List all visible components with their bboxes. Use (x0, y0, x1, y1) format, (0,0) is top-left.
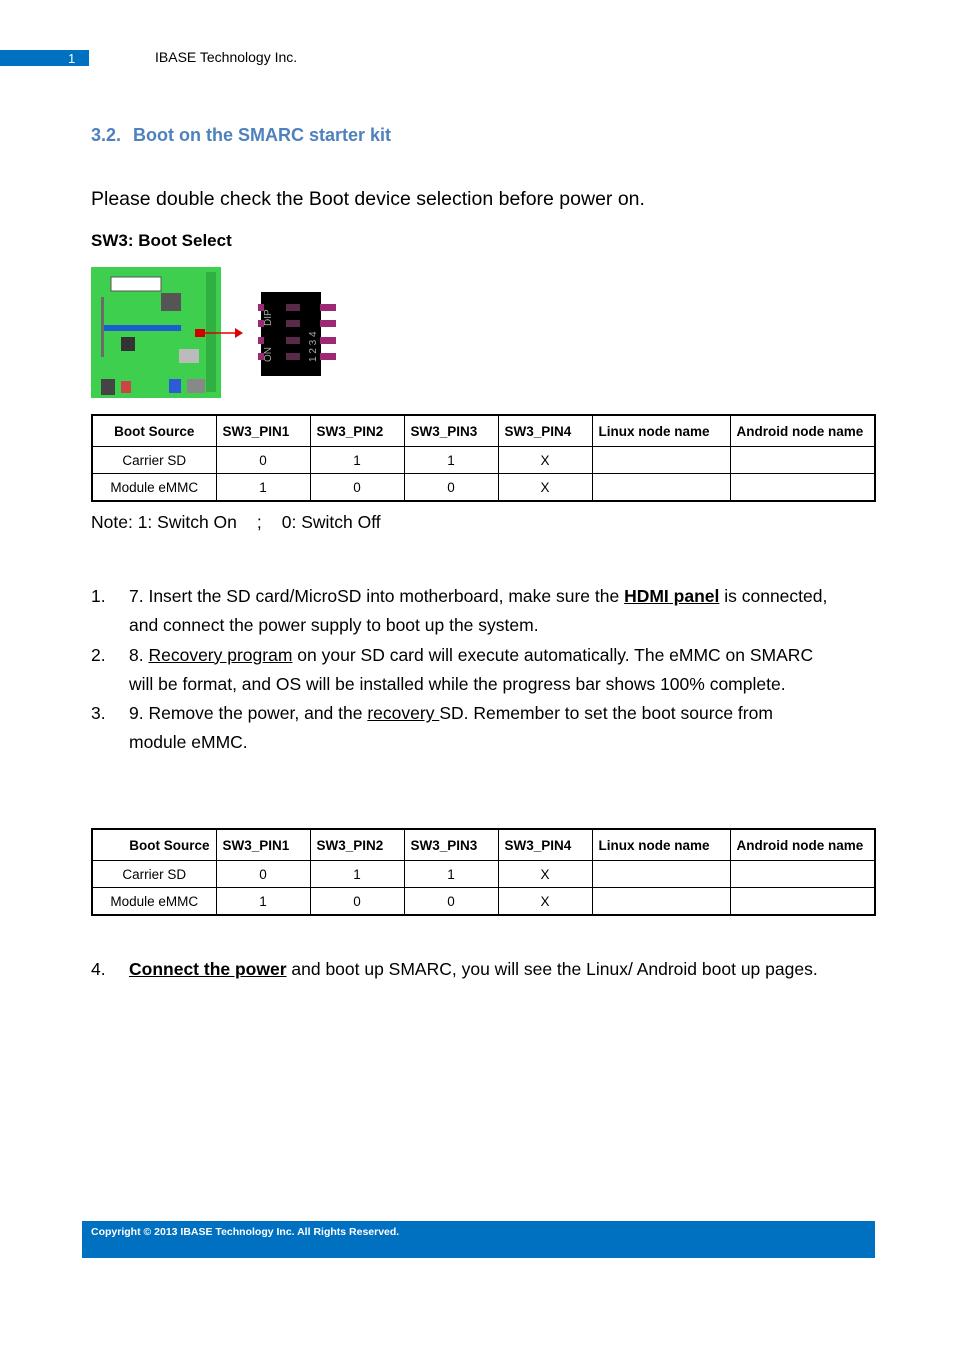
table-cell: X (498, 888, 592, 916)
list-item (91, 582, 829, 641)
page-number: 1 (68, 51, 76, 66)
note-separator: ; (256, 512, 262, 532)
page-number-bar (0, 50, 89, 66)
switch-note (91, 512, 381, 533)
steps-list (91, 582, 829, 758)
dip-top-label: DIP (263, 309, 274, 326)
table-cell: 0 (310, 474, 404, 502)
step-text: 7. Insert the SD card/MicroSD into motherboard, make sure the (129, 586, 625, 606)
table-cell: X (498, 447, 592, 474)
table-cell (730, 888, 875, 916)
step-4-list (91, 955, 829, 984)
table-cell: 0 (404, 474, 498, 502)
table-cell: 1 (404, 447, 498, 474)
step-text: and boot up SMARC, you will see the Linux/ Android boot up pages. (286, 959, 818, 979)
table-cell: 1 (310, 861, 404, 888)
table-row (92, 861, 875, 888)
step-text: is connected, and connect the power supply to boot up the system. (129, 586, 828, 636)
table-cell: X (498, 474, 592, 502)
table-cell (592, 447, 730, 474)
connect-power-link[interactable]: Connect the power (129, 959, 287, 979)
step-number: 1. (91, 586, 106, 606)
table-cell (592, 888, 730, 916)
list-item (91, 955, 829, 984)
table-cell (730, 474, 875, 502)
table-header-row (92, 415, 875, 447)
table-cell: 1 (216, 888, 310, 916)
note-off: 0: Switch Off (281, 512, 381, 532)
step-number: 2. (91, 644, 106, 665)
table-cell: 0 (216, 861, 310, 888)
table-cell: 0 (404, 888, 498, 916)
step-text: on your SD card will execute automatically. The eMMC on SMARC will be format, and OS will be installed while the progress bar shows 100% complete. (129, 644, 814, 694)
table-cell: 1 (216, 474, 310, 502)
table-cell: 1 (404, 861, 498, 888)
header-android-node: Android node name (730, 415, 875, 447)
recovery-program-link[interactable]: Recovery program (148, 644, 293, 665)
footer-bar (82, 1221, 875, 1258)
table-cell: X (498, 861, 592, 888)
header-boot-source: Boot Source (92, 415, 216, 447)
table-cell: 0 (310, 888, 404, 916)
header-sw3-pin4: SW3_PIN4 (498, 415, 592, 447)
sw3-heading: SW3: Boot Select (91, 231, 232, 250)
step-number: 3. (91, 703, 106, 724)
hdmi-panel-link[interactable]: HDMI panel (624, 586, 720, 606)
boot-select-table-2 (91, 828, 876, 916)
dip-switch-image (258, 290, 338, 378)
header-sw3-pin3: SW3_PIN3 (404, 415, 498, 447)
dip-bottom-label: ON (263, 347, 274, 362)
step-text: 8. (129, 644, 149, 665)
header-sw3-pin1: SW3_PIN1 (216, 415, 310, 447)
header-android-node: Android node name (730, 829, 875, 861)
header-sw3-pin2: SW3_PIN2 (310, 829, 404, 861)
step-number: 4. (91, 959, 106, 979)
table-cell: 1 (310, 447, 404, 474)
header-sw3-pin2: SW3_PIN2 (310, 415, 404, 447)
table-cell: 0 (216, 447, 310, 474)
copyright-text: Copyright © 2013 IBASE Technology Inc. All Rights Reserved. (91, 1226, 400, 1238)
list-item (91, 699, 829, 758)
note-on: Note: 1: Switch On (91, 512, 237, 532)
table-cell (730, 861, 875, 888)
table-cell (730, 447, 875, 474)
header-linux-node: Linux node name (592, 829, 730, 861)
boot-select-table-1 (91, 414, 876, 502)
arrow-icon (221, 326, 243, 340)
recovery-link[interactable]: recovery (367, 703, 440, 724)
table-row (92, 447, 875, 474)
header-linux-node: Linux node name (592, 415, 730, 447)
board-image (91, 267, 221, 398)
header-sw3-pin1: SW3_PIN1 (216, 829, 310, 861)
table-row (92, 888, 875, 916)
table-row (92, 474, 875, 502)
section-title-text: Boot on the SMARC starter kit (133, 125, 392, 145)
step-text: 9. Remove the power, and the (129, 703, 368, 724)
dip-numbers: 1 2 3 4 (308, 331, 319, 362)
table-cell (592, 861, 730, 888)
table-cell: Module eMMC (92, 888, 216, 916)
section-title (91, 125, 391, 146)
header-sw3-pin4: SW3_PIN4 (498, 829, 592, 861)
table-cell: Carrier SD (92, 447, 216, 474)
table-cell: Module eMMC (92, 474, 216, 502)
intro-text: Please double check the Boot device selection before power on. (91, 188, 645, 210)
header-sw3-pin3: SW3_PIN3 (404, 829, 498, 861)
company-name: IBASE Technology Inc. (155, 49, 298, 65)
step-text: SD. Remember to set the boot source from module eMMC. (129, 703, 773, 753)
section-number: 3.2. (91, 125, 122, 145)
header-boot-source: Boot Source (92, 829, 216, 861)
table-cell: Carrier SD (92, 861, 216, 888)
table-cell (592, 474, 730, 502)
list-item (91, 641, 829, 700)
table-header-row (92, 829, 875, 861)
